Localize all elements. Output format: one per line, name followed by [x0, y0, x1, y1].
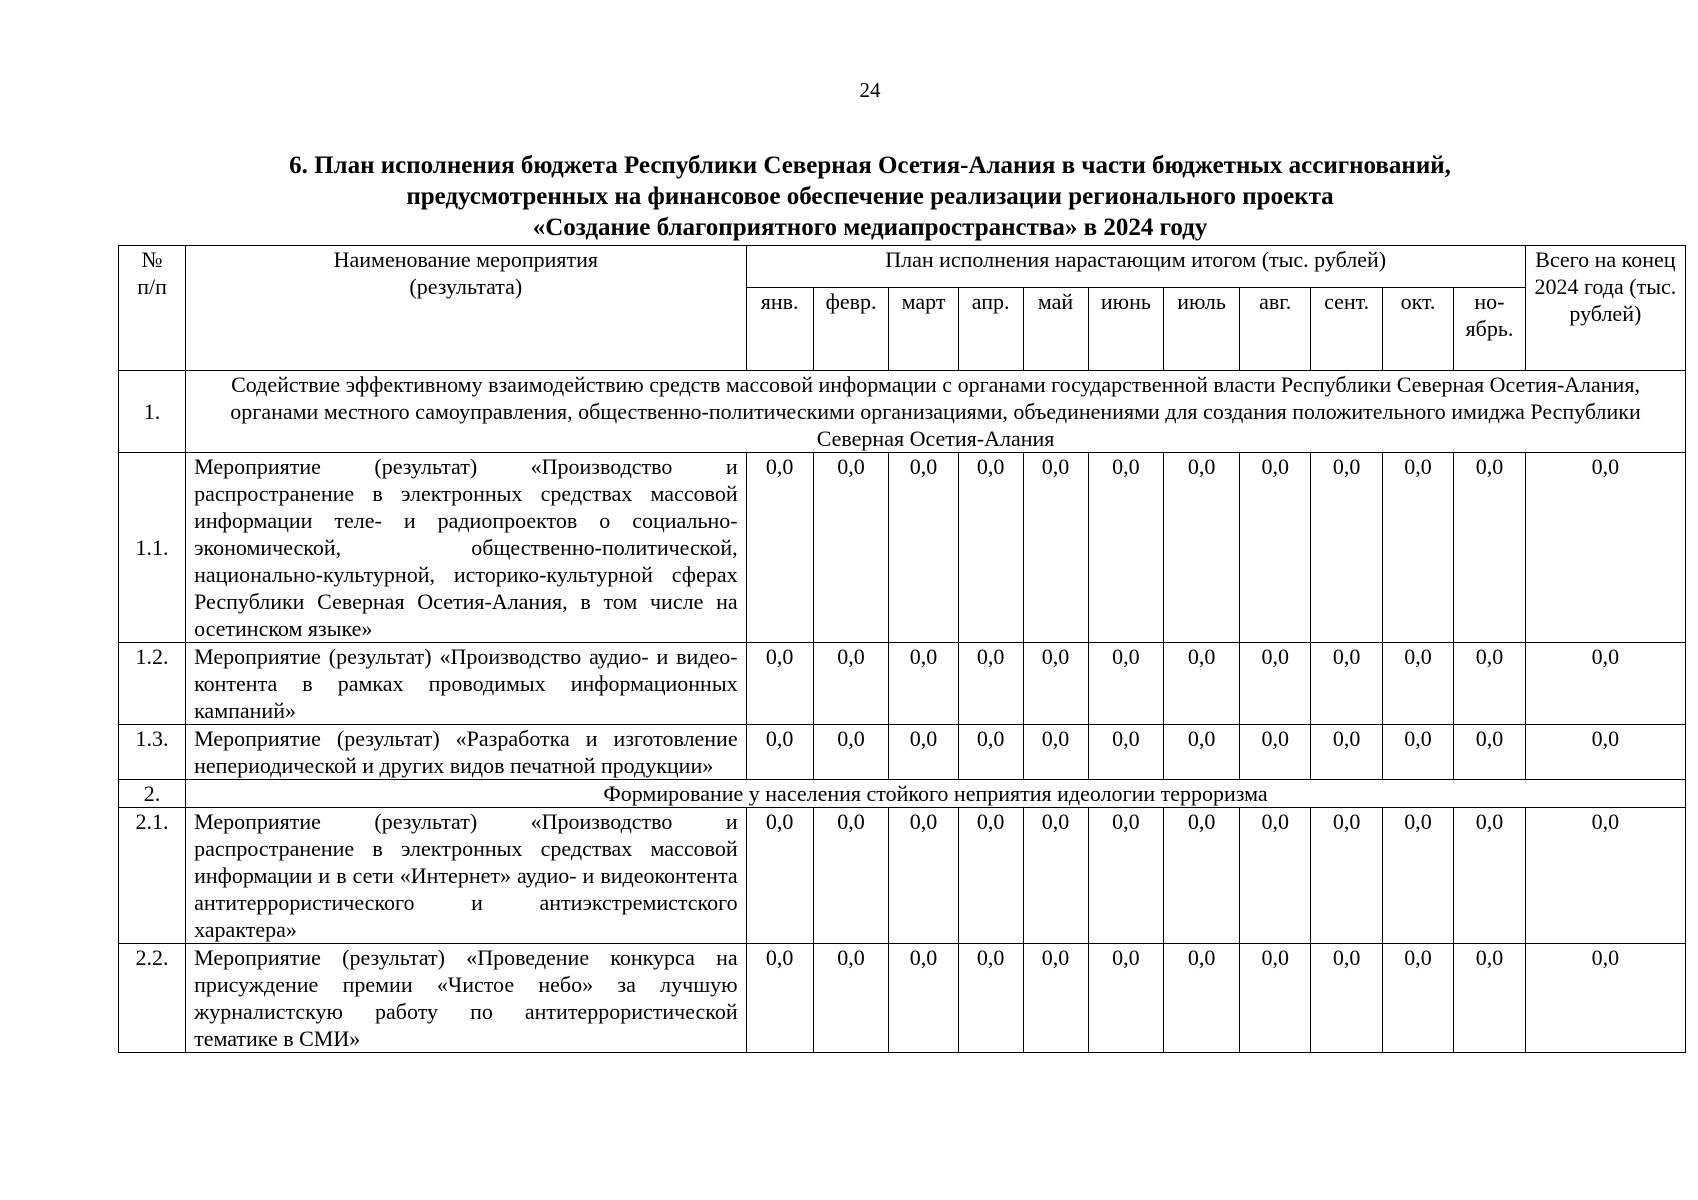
month-value: 0,0 — [813, 808, 889, 944]
month-value: 0,0 — [1164, 725, 1240, 780]
month-value: 0,0 — [1164, 643, 1240, 725]
month-value: 0,0 — [889, 808, 958, 944]
month-value: 0,0 — [958, 643, 1023, 725]
header-month: сент. — [1311, 288, 1382, 371]
header-row-top — [119, 246, 1686, 288]
month-value: 0,0 — [1164, 453, 1240, 643]
month-value: 0,0 — [958, 453, 1023, 643]
month-value: 0,0 — [1088, 808, 1164, 944]
budget-plan-table — [118, 245, 1686, 1053]
month-value: 0,0 — [1023, 944, 1088, 1053]
month-value: 0,0 — [813, 643, 889, 725]
month-value: 0,0 — [1239, 453, 1310, 643]
month-value: 0,0 — [889, 643, 958, 725]
row-number: 1.3. — [119, 725, 186, 780]
month-value: 0,0 — [1311, 725, 1382, 780]
activity-name: Мероприятие (результат) «Производство и распространение в электронных средствах массовой информации и в сети «Интернет» аудио- и видеоконтента антитеррористического и антиэкстремистского характера» — [186, 808, 747, 944]
month-value: 0,0 — [1088, 944, 1164, 1053]
section-title: Формирование у населения стойкого неприятия идеологии терроризма — [186, 780, 1686, 808]
month-value: 0,0 — [1454, 453, 1526, 643]
month-value: 0,0 — [746, 808, 813, 944]
row-number: 2.2. — [119, 944, 186, 1053]
row-number: 2.1. — [119, 808, 186, 944]
activity-name: Мероприятие (результат) «Разработка и изготовление непериодической и других видов печатной продукции» — [186, 725, 747, 780]
title-line-1: 6. План исполнения бюджета Республики Северная Осетия-Алания в части бюджетных ассигнований, — [289, 152, 1451, 179]
header-month: апр. — [958, 288, 1023, 371]
header-plan: План исполнения нарастающим итогом (тыс. рублей) — [746, 246, 1525, 288]
total-value: 0,0 — [1525, 725, 1685, 780]
table-row — [119, 453, 1686, 643]
row-number: 1.1. — [119, 453, 186, 643]
month-value: 0,0 — [746, 944, 813, 1053]
month-value: 0,0 — [1311, 808, 1382, 944]
title-line-3: «Создание благоприятного медиапространства» в 2024 году — [532, 214, 1208, 241]
month-value: 0,0 — [1239, 725, 1310, 780]
month-value: 0,0 — [1088, 453, 1164, 643]
section-row — [119, 371, 1686, 453]
table-row — [119, 725, 1686, 780]
page-number: 24 — [859, 78, 881, 102]
header-month: окт. — [1382, 288, 1453, 371]
title-line-2: предусмотренных на финансовое обеспечение реализации регионального проекта — [406, 183, 1334, 210]
month-value: 0,0 — [1454, 725, 1526, 780]
section-title: Содействие эффективному взаимодействию средств массовой информации с органами государственной власти Республики Северная Осетия-Алания, органами местного самоуправления, общественно-политическими организациями, объединениями для создания положительного имиджа Республики Северная Осетия-Алания — [186, 371, 1686, 453]
month-value: 0,0 — [1382, 808, 1453, 944]
section-number: 1. — [119, 371, 186, 453]
month-value: 0,0 — [1023, 643, 1088, 725]
header-total: Всего на конец 2024 года (тыс. рублей) — [1525, 246, 1685, 371]
total-value: 0,0 — [1525, 808, 1685, 944]
month-value: 0,0 — [746, 453, 813, 643]
month-value: 0,0 — [958, 808, 1023, 944]
month-value: 0,0 — [1239, 944, 1310, 1053]
month-value: 0,0 — [1382, 453, 1453, 643]
activity-name: Мероприятие (результат) «Проведение конкурса на присуждение премии «Чистое небо» за лучшую журналистскую работу по антитеррористической тематике в СМИ» — [186, 944, 747, 1053]
month-value: 0,0 — [746, 643, 813, 725]
month-value: 0,0 — [813, 725, 889, 780]
total-value: 0,0 — [1525, 643, 1685, 725]
month-value: 0,0 — [1023, 453, 1088, 643]
month-value: 0,0 — [1454, 944, 1526, 1053]
table-row — [119, 808, 1686, 944]
month-value: 0,0 — [1382, 725, 1453, 780]
month-value: 0,0 — [958, 725, 1023, 780]
month-value: 0,0 — [1239, 643, 1310, 725]
month-value: 0,0 — [889, 944, 958, 1053]
header-month: май — [1023, 288, 1088, 371]
table-row — [119, 944, 1686, 1053]
total-value: 0,0 — [1525, 453, 1685, 643]
header-month: авг. — [1239, 288, 1310, 371]
month-value: 0,0 — [1382, 643, 1453, 725]
month-value: 0,0 — [1311, 944, 1382, 1053]
activity-name: Мероприятие (результат) «Производство и распространение в электронных средствах массовой информации теле- и радиопроектов о социально-экономической, общественно-политической, национально-культурной, историко-культурной сферах Республики Северная Осетия-Алания, в том числе на осетинском языке» — [186, 453, 747, 643]
header-num: № п/п — [119, 246, 186, 371]
month-value: 0,0 — [1088, 643, 1164, 725]
table-row — [119, 643, 1686, 725]
header-month: июль — [1164, 288, 1240, 371]
header-name: Наименование мероприятия (результата) — [186, 246, 747, 371]
section-number: 2. — [119, 780, 186, 808]
table-body — [119, 246, 1686, 1053]
month-value: 0,0 — [1164, 944, 1240, 1053]
month-value: 0,0 — [746, 725, 813, 780]
month-value: 0,0 — [1311, 453, 1382, 643]
section-row — [119, 780, 1686, 808]
header-month: март — [889, 288, 958, 371]
header-month: февр. — [813, 288, 889, 371]
month-value: 0,0 — [1164, 808, 1240, 944]
month-value: 0,0 — [1023, 725, 1088, 780]
month-value: 0,0 — [1088, 725, 1164, 780]
month-value: 0,0 — [1382, 944, 1453, 1053]
document-title — [120, 150, 1620, 243]
month-value: 0,0 — [958, 944, 1023, 1053]
month-value: 0,0 — [1023, 808, 1088, 944]
month-value: 0,0 — [1311, 643, 1382, 725]
month-value: 0,0 — [813, 944, 889, 1053]
header-month: янв. — [746, 288, 813, 371]
month-value: 0,0 — [1454, 643, 1526, 725]
row-number: 1.2. — [119, 643, 186, 725]
month-value: 0,0 — [889, 725, 958, 780]
month-value: 0,0 — [1239, 808, 1310, 944]
month-value: 0,0 — [889, 453, 958, 643]
activity-name: Мероприятие (результат) «Производство аудио- и видео-контента в рамках проводимых информационных кампаний» — [186, 643, 747, 725]
month-value: 0,0 — [1454, 808, 1526, 944]
total-value: 0,0 — [1525, 944, 1685, 1053]
month-value: 0,0 — [813, 453, 889, 643]
header-month: но-ябрь. — [1454, 288, 1526, 371]
header-month: июнь — [1088, 288, 1164, 371]
